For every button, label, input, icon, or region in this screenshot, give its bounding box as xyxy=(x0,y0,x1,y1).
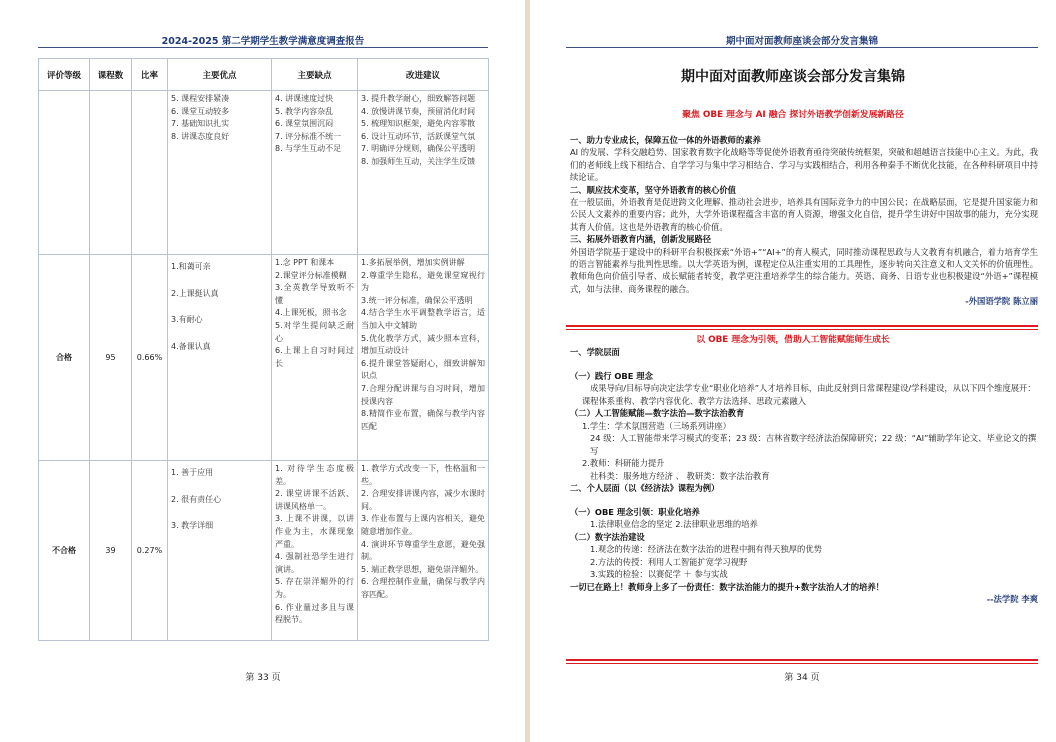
section2-item-2: 2.教师：科研能力提升 xyxy=(582,458,665,468)
section1-heading-1: 一、助力专业成长，保障五位一体的外语教师的素养 xyxy=(570,135,761,145)
th-suggestions: 改进建议 xyxy=(358,59,489,91)
th-strengths: 主要优点 xyxy=(168,59,272,91)
th-count: 课程数 xyxy=(90,59,132,91)
table-header-row xyxy=(39,59,489,91)
strengths-cell: 5. 课程安排紧凑 6. 课堂互动较多 7. 基础知识扎实 8. 讲课态度良好 xyxy=(168,91,272,255)
satisfaction-table xyxy=(38,58,489,641)
section1-paragraph-2: 在一般层面，外语教育是促进跨文化理解、推动社会进步，培养具有国际竞争力的中国公民；在战略层面，它是提升国家能力和公民人文素养的重要内容；此外，大学外语课程蕴含丰富的育人资源，增强文化自信，提升学生讲好中国故事的能力，充分实现其育人价值。这也是外语教育的核心价值。 xyxy=(570,197,1038,232)
weaknesses-cell: 4. 讲课速度过快 5. 教学内容杂乱 6. 课堂氛围沉闷 7. 评分标准不统一 8. 与学生互动不足 xyxy=(272,91,358,255)
grade-cell: 不合格 xyxy=(39,461,90,641)
ratio-cell: 0.27% xyxy=(132,461,168,641)
section2-sub-4-item-2: 2.方法的传授：利用人工智能扩宽学习视野 xyxy=(590,556,748,567)
section2-level-1: 一、学院层面 xyxy=(570,347,620,357)
suggestions-cell: 1.多拓展举例，增加实例讲解 2.尊重学生隐私，避免课堂窥视行为 3.统一评分标准，确保公平透明 4.结合学生水平调整教学语言，适当加入中文辅助 5.优化教学方式，减少照本宣科，增加互动设计 6.提升课堂答疑耐心，细致讲解知识点 7.合理分配讲课与自习时间，增加授课内容 8.精简作业布置，确保与教学内容匹配 xyxy=(358,255,489,461)
table-row xyxy=(39,91,489,255)
section2-sub-3: （一）OBE 理念引领：职业化培养 xyxy=(570,506,700,517)
grade-cell: 合格 xyxy=(39,255,90,461)
table-row xyxy=(39,461,489,641)
left-running-header: 2024-2025 第二学期学生教学满意度调查报告 xyxy=(161,36,365,47)
count-cell: 95 xyxy=(90,255,132,461)
section2-item-2-detail: 社科类：服务地方经济 、 教研类：数字法治教育 xyxy=(590,470,770,481)
left-header-rule xyxy=(38,47,488,48)
document-title: 期中面对面教师座谈会部分发言集锦 xyxy=(681,69,905,85)
strengths-cell: 1.和蔼可亲 2.上课挺认真 3.有耐心 4.备课认真 xyxy=(168,255,272,461)
section2-sub-4: （二）数字法治建设 xyxy=(570,531,645,542)
right-page-number: 第 34 页 xyxy=(784,673,820,683)
red-divider xyxy=(566,329,1038,330)
section2-sub-1-paragraph-2: 课程体系重构、教学内容优化、教学方法选择、思政元素融入 xyxy=(582,395,807,406)
ratio-cell: 0.66% xyxy=(132,255,168,461)
red-divider xyxy=(566,325,1038,327)
section2-sub-4-item-1: 1.观念的传递：经济法在数字法治的进程中拥有得天独厚的优势 xyxy=(590,544,822,554)
section2-body xyxy=(570,346,1038,606)
right-running-header: 期中面对面教师座谈会部分发言集锦 xyxy=(725,36,878,47)
strengths-cell: 1. 善于应用 2. 很有责任心 3. 教学详细 xyxy=(168,461,272,641)
section1-signature: -外国语学院 陈立丽 xyxy=(965,296,1038,307)
section1-paragraph-3: 外国语学院基于建设中的科研平台积极探索“外语+”“AI+”的育人模式，同时推动课程思政与人文教育有机融合，着力培育学生的语言智能素养与批判性思维。以大学英语为例，课程定位从注重实用的工具理性，逐步转向关注意义和人文关怀的价值理性。教师角色向价值引导者、成长赋能者转变，教学更注重培养学生的综合能力。英语、商务、日语专业也积极建设“外语+”课程模式，如与法律、商务课程的融合。 xyxy=(570,246,1038,294)
section2-signature: --法学院 李爽 xyxy=(986,594,1038,604)
weaknesses-cell: 1.念 PPT 和课本 2.课堂评分标准模糊 3.全英教学导致听不懂 4.上课死板，照书念 5.对学生提问缺乏耐心 6.上课上自习时间过长 xyxy=(272,255,358,461)
red-divider xyxy=(566,663,1038,664)
section1-heading-3: 三、拓展外语教育内涵，创新发展路径 xyxy=(570,234,712,245)
right-header-rule xyxy=(566,47,1038,48)
section2-level-2: 二、个人层面（以《经济法》课程为例） xyxy=(570,483,720,493)
suggestions-cell: 1. 教学方式改变一下，性格温和一些。 2. 合理安排讲课内容，减少水课时间。 3. 作业布置与上课内容相关，避免随意增加作业。 4. 演讲环节尊重学生意愿，避免强制。 5. 端正教学思想，避免崇洋媚外。 6. 合理控制作业量，确保与教学内容匹配。 xyxy=(358,461,489,641)
weaknesses-cell: 1. 对待学生态度极差。 2. 课堂讲课不活跃、讲课风格单一。 3. 上课不讲课，以讲作业为主，水课现象严重。 4. 强制社恐学生进行演讲。 5. 存在崇洋媚外的行为。 6. 作业量过多且与课程脱节。 xyxy=(272,461,358,641)
section2-closing: 一切已在路上！教师身上多了一份责任：数字法治能力的提升+数字法治人才的培养！ xyxy=(570,581,884,592)
count-cell: 39 xyxy=(90,461,132,641)
section2-sub-2: （二）人工智能赋能—数字法治—数字法治教育 xyxy=(570,408,745,418)
section1-paragraph-1: AI 的发展、学科交融趋势、国家教育数字化战略等等促使外语教育亟待突破传统框架，突破和超越语言技能中心主义。为此，我们的老师线上线下相结合、自学学习与集中学习相结合、学习与实践相结合，利用各种秦手不断优化技能，在各种科研项目中持续论证。 xyxy=(570,147,1038,183)
left-page xyxy=(0,0,525,742)
th-grade: 评价等级 xyxy=(39,59,90,91)
section1-body xyxy=(570,134,1038,308)
th-ratio: 比率 xyxy=(132,59,168,91)
section2-sub-3-paragraph: 1.法律职业信念的坚定 2.法律职业思维的培养 xyxy=(590,519,758,529)
section2-item-1: 1.学生：学术氛围营造（三场系列讲座） xyxy=(582,420,731,431)
section2-item-1-detail: 24 级：人工智能带来学习模式的变革；23 级：吉林省数字经济法治保障研究；22 级：“AI”辅助学年论文、毕业论文的撰写 xyxy=(590,433,1037,456)
section2-subtitle: 以 OBE 理念为引领，借助人工智能赋能师生成长 xyxy=(696,335,890,345)
red-divider xyxy=(566,659,1038,661)
section1-subtitle: 聚焦 OBE 理念与 AI 融合 探讨外语教学创新发展新路径 xyxy=(682,110,904,120)
table-row xyxy=(39,255,489,461)
th-weaknesses: 主要缺点 xyxy=(272,59,358,91)
section2-sub-4-item-3: 3.实践的检验：以赛促学 ＋ 参与实战 xyxy=(590,569,728,579)
section2-sub-1: （一）践行 OBE 理念 xyxy=(570,370,653,381)
right-page xyxy=(530,0,1056,742)
suggestions-cell: 3. 提升教学耐心，细致解答问题 4. 放慢讲课节奏，预留消化时间 5. 梳理知识框架，避免内容零散 6. 设计互动环节，活跃课堂气氛 7. 明确评分规则，确保公平透明 8. 加强师生互动，关注学生反馈 xyxy=(358,91,489,255)
section2-sub-1-paragraph: 成果导向/目标导向决定法学专业“职业化培养”人才培养目标，由此反射到日常课程建设/学科建设，从以下四个维度展开： xyxy=(590,383,1036,393)
section1-heading-2: 二、顺应技术变革，坚守外语教育的核心价值 xyxy=(570,184,736,195)
left-page-number: 第 33 页 xyxy=(245,673,281,683)
